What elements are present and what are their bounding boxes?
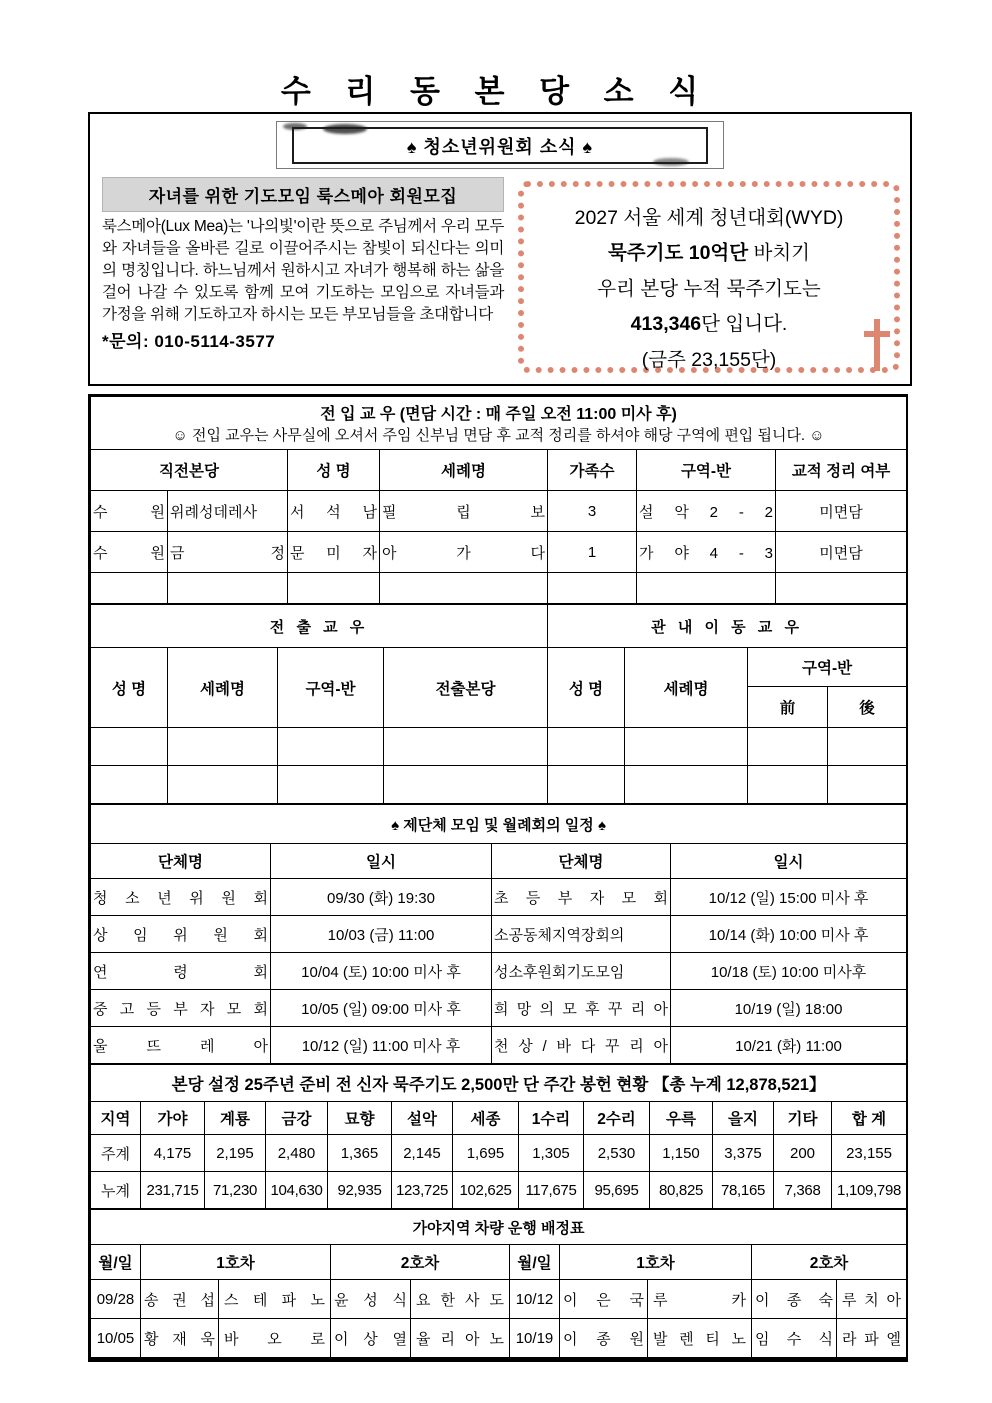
col-dest-parish: 전출본당: [384, 648, 548, 728]
group-name: 상 임 위 원 회: [91, 916, 271, 953]
prev-parish: 위례성데레사: [168, 491, 288, 532]
rosary-cumulative-row: [91, 1172, 907, 1209]
col-name: 성 명: [91, 648, 168, 728]
transfer-out-table: [90, 604, 907, 804]
driver-baptismal: 요 한 사 도: [411, 1280, 510, 1319]
col-region: 우륵: [650, 1102, 713, 1135]
group-name: 천 상 / 바 다 꾸 리 아: [492, 1027, 671, 1064]
record-status: 미면담: [776, 491, 907, 532]
meeting-time: 10/19 (일) 18:00: [671, 990, 907, 1027]
wyd-line2-rest: 바치기: [748, 242, 811, 265]
col-date: 월/일: [91, 1245, 141, 1280]
transfer-in-header-row: [91, 450, 907, 491]
wyd-total-count: 413,346: [630, 313, 702, 336]
luxmea-body-text: 룩스메아(Lux Mea)는 '나의빛'이란 뜻으로 주님께서 우리 모두와 자녀들을 올바른 길로 이끌어주시는 참빛이 되신다는 의미의 명칭입니다. 하느님께서 원하시고 자녀가 행복해 하는 삶을 걸어 나갈 수 있도록 함께 모여 기도하는 모임으로 자녀들과 가정을 위해 기도하고자 하시는 모든 부모님들을 초대합니다: [102, 218, 504, 323]
prev-city: 수 원: [91, 491, 168, 532]
rosary-report-table: [90, 1064, 907, 1209]
driver-name: 황 재 욱: [141, 1319, 219, 1358]
transfer-in-row: [91, 491, 907, 532]
zone: 가 야 4 - 3: [637, 532, 776, 573]
cumulative-value: 92,935: [328, 1172, 392, 1209]
prev-city: 수 원: [91, 532, 168, 573]
record-status: 미면담: [776, 532, 907, 573]
col-zone: 구역-반: [637, 450, 776, 491]
schedule-row: [91, 953, 907, 990]
cumulative-value: 117,675: [519, 1172, 584, 1209]
col-name: 성 명: [548, 648, 625, 728]
driver-baptismal: 스 테 파 노: [219, 1280, 331, 1319]
group-schedule-title: ♠ 제단체 모임 및 월례회의 일정 ♠: [91, 805, 907, 844]
shuttle-table: [90, 1209, 907, 1358]
col-name: 성 명: [288, 450, 380, 491]
transfer-in-row: [91, 532, 907, 573]
weekly-value: 3,375: [713, 1135, 774, 1172]
col-record-status: 교적 정리 여부: [776, 450, 907, 491]
transfer-out-empty-row: [91, 728, 907, 766]
shuttle-row: [91, 1280, 907, 1319]
youth-committee-title-box: [276, 121, 724, 169]
wyd-line4-rest: 단 입니다.: [701, 313, 788, 336]
weekly-value: 2,530: [584, 1135, 650, 1172]
shuttle-date: 10/19: [510, 1319, 560, 1358]
driver-baptismal: 발 렌 티 노: [648, 1319, 752, 1358]
transfer-in-title: 전 입 교 우 (면담 시간 : 매 주일 오전 11:00 미사 후): [320, 406, 677, 423]
wyd-column: [518, 177, 900, 373]
top-content-row: [90, 173, 910, 373]
transfer-in-empty-row: [91, 573, 907, 604]
rosary-title-row: [91, 1065, 907, 1102]
weekly-value: 1,305: [519, 1135, 584, 1172]
baptismal-name: 필 립 보: [380, 491, 548, 532]
group-schedule-header-row: [91, 844, 907, 879]
col-prev-parish: 직전본당: [91, 450, 288, 491]
crucifix-icon: [862, 319, 892, 371]
weekly-value: 1,150: [650, 1135, 713, 1172]
col-region: 세종: [453, 1102, 519, 1135]
group-name: 연 령 회: [91, 953, 271, 990]
weekly-value: 1,695: [453, 1135, 519, 1172]
weekly-value: 200: [774, 1135, 832, 1172]
col-total: 합 계: [832, 1102, 907, 1135]
rosary-weekly-row: [91, 1135, 907, 1172]
col-region: 1수리: [519, 1102, 584, 1135]
wyd-line1: 2027 서울 세계 청년대회(WYD): [574, 207, 844, 229]
transfer-out-title-row: [91, 605, 907, 648]
weekly-value: 2,195: [205, 1135, 266, 1172]
col-after: 後: [828, 687, 907, 728]
col-date: 월/일: [510, 1245, 560, 1280]
col-baptismal: 세례명: [380, 450, 548, 491]
internal-move-title: 관 내 이 동 교 우: [548, 605, 907, 648]
col-region: 가야: [141, 1102, 205, 1135]
rosary-report-title: 본당 설정 25주년 준비 전 신자 묵주기도 2,500만 단 주간 봉헌 현황 【총 누계 12,878,521】: [91, 1065, 907, 1102]
driver-name: 임 수 식: [752, 1319, 837, 1358]
cumulative-value: 123,725: [392, 1172, 453, 1209]
driver-baptismal: 루 카: [648, 1280, 752, 1319]
transfer-out-empty-row: [91, 766, 907, 804]
transfer-out-title: 전 출 교 우: [91, 605, 548, 648]
family-count: 1: [548, 532, 637, 573]
col-car1: 1호차: [560, 1245, 752, 1280]
luxmea-column: [102, 177, 504, 373]
group-name: 울 뜨 레 아: [91, 1027, 271, 1064]
col-region: 묘향: [328, 1102, 392, 1135]
driver-baptismal: 바 오 로: [219, 1319, 331, 1358]
col-baptismal: 세례명: [625, 648, 748, 728]
col-datetime: 일시: [671, 844, 907, 879]
page-title: 수 리 동 본 당 소 식: [280, 74, 712, 109]
shuttle-title: 가야지역 차량 운행 배정표: [91, 1210, 907, 1245]
meeting-time: 10/12 (일) 11:00 미사 후: [271, 1027, 492, 1064]
group-name: 성소후원회기도모임: [492, 953, 671, 990]
col-car1: 1호차: [141, 1245, 331, 1280]
zone: 설 악 2 - 2: [637, 491, 776, 532]
driver-name: 이 종 원: [560, 1319, 648, 1358]
weekly-value: 2,480: [266, 1135, 328, 1172]
baptismal-name: 아 가 다: [380, 532, 548, 573]
shuttle-header-row: [91, 1245, 907, 1280]
driver-name: 송 권 섭: [141, 1280, 219, 1319]
driver-name: 이 은 국: [560, 1280, 648, 1319]
driver-name: 이 종 숙: [752, 1280, 837, 1319]
meeting-time: 10/05 (일) 09:00 미사 후: [271, 990, 492, 1027]
driver-name: 이 상 열: [331, 1319, 411, 1358]
col-zone: 구역-반: [748, 648, 907, 687]
driver-baptismal: 루 치 아: [837, 1280, 907, 1319]
col-region: 2수리: [584, 1102, 650, 1135]
tables-block: [88, 394, 908, 1362]
cumulative-total: 1,109,798: [832, 1172, 907, 1209]
transfer-in-title-row: [91, 397, 907, 450]
group-name: 희 망 의 모 후 꾸 리 아: [492, 990, 671, 1027]
col-car2: 2호차: [331, 1245, 510, 1280]
col-region: 계룡: [205, 1102, 266, 1135]
col-family-count: 가족수: [548, 450, 637, 491]
transfer-in-table: [90, 396, 907, 604]
prev-parish: 금 정: [168, 532, 288, 573]
cumulative-label: 누계: [91, 1172, 141, 1209]
group-name: 소공동체지역장회의: [492, 916, 671, 953]
transfer-out-header-row: [91, 648, 907, 687]
meeting-time: 10/03 (금) 11:00: [271, 916, 492, 953]
group-schedule-table: [90, 804, 907, 1064]
wyd-line2-bold: 묵주기도 10억단: [607, 242, 749, 265]
wyd-rosary-box: [518, 181, 900, 373]
col-baptismal: 세례명: [168, 648, 278, 728]
wyd-line2: [524, 236, 894, 271]
col-region: 을지: [713, 1102, 774, 1135]
schedule-row: [91, 990, 907, 1027]
col-before: 前: [748, 687, 828, 728]
meeting-time: 10/14 (화) 10:00 미사 후: [671, 916, 907, 953]
shuttle-date: 09/28: [91, 1280, 141, 1319]
meeting-time: 10/12 (일) 15:00 미사 후: [671, 879, 907, 916]
shuttle-date: 10/05: [91, 1319, 141, 1358]
wyd-weekly-count: (금주 23,155단): [641, 348, 777, 371]
group-name: 중 고 등 부 자 모 회: [91, 990, 271, 1027]
cumulative-value: 95,695: [584, 1172, 650, 1209]
cumulative-value: 78,165: [713, 1172, 774, 1209]
cumulative-value: 231,715: [141, 1172, 205, 1209]
cumulative-value: 71,230: [205, 1172, 266, 1209]
schedule-row: [91, 1027, 907, 1064]
col-zone: 구역-반: [278, 648, 384, 728]
transfer-in-subtitle: ☺ 전입 교우는 사무실에 오셔서 주임 신부님 면담 후 교적 정리를 하셔야 해당 구역에 편입 됩니다. ☺: [172, 427, 825, 444]
weekly-total: 23,155: [832, 1135, 907, 1172]
luxmea-contact: *문의: 010-5114-3577: [102, 332, 276, 351]
family-count: 3: [548, 491, 637, 532]
cumulative-value: 80,825: [650, 1172, 713, 1209]
member-name: 문 미 자: [288, 532, 380, 573]
weekly-value: 4,175: [141, 1135, 205, 1172]
meeting-time: 10/04 (토) 10:00 미사 후: [271, 953, 492, 990]
member-name: 서 석 남: [288, 491, 380, 532]
group-name: 청 소 년 위 원 회: [91, 879, 271, 916]
driver-name: 윤 성 식: [331, 1280, 411, 1319]
col-group: 단체명: [492, 844, 671, 879]
col-region: 기타: [774, 1102, 832, 1135]
shuttle-row: [91, 1319, 907, 1358]
meeting-time: 09/30 (화) 19:30: [271, 879, 492, 916]
col-car2: 2호차: [752, 1245, 907, 1280]
cumulative-value: 104,630: [266, 1172, 328, 1209]
group-schedule-title-row: [91, 805, 907, 844]
col-region: 지역: [91, 1102, 141, 1135]
wyd-line3: 우리 본당 누적 묵주기도는: [597, 277, 821, 300]
meeting-time: 10/21 (화) 11:00: [671, 1027, 907, 1064]
cumulative-value: 102,625: [453, 1172, 519, 1209]
wyd-line4: [524, 307, 894, 342]
weekly-label: 주계: [91, 1135, 141, 1172]
schedule-row: [91, 879, 907, 916]
driver-baptismal: 율 리 아 노: [411, 1319, 510, 1358]
shuttle-title-row: [91, 1210, 907, 1245]
rosary-header-row: [91, 1102, 907, 1135]
weekly-value: 1,365: [328, 1135, 392, 1172]
luxmea-header: 자녀를 위한 기도모임 룩스메아 회원모집: [102, 177, 504, 212]
driver-baptismal: 라 파 엘: [837, 1319, 907, 1358]
col-region: 금강: [266, 1102, 328, 1135]
col-group: 단체명: [91, 844, 271, 879]
youth-committee-title: ♠ 청소년위원회 소식 ♠: [292, 127, 708, 164]
schedule-row: [91, 916, 907, 953]
youth-committee-section: [88, 112, 912, 386]
group-name: 초 등 부 자 모 회: [492, 879, 671, 916]
shuttle-date: 10/12: [510, 1280, 560, 1319]
col-region: 설악: [392, 1102, 453, 1135]
weekly-value: 2,145: [392, 1135, 453, 1172]
cumulative-value: 7,368: [774, 1172, 832, 1209]
meeting-time: 10/18 (토) 10:00 미사후: [671, 953, 907, 990]
col-datetime: 일시: [271, 844, 492, 879]
